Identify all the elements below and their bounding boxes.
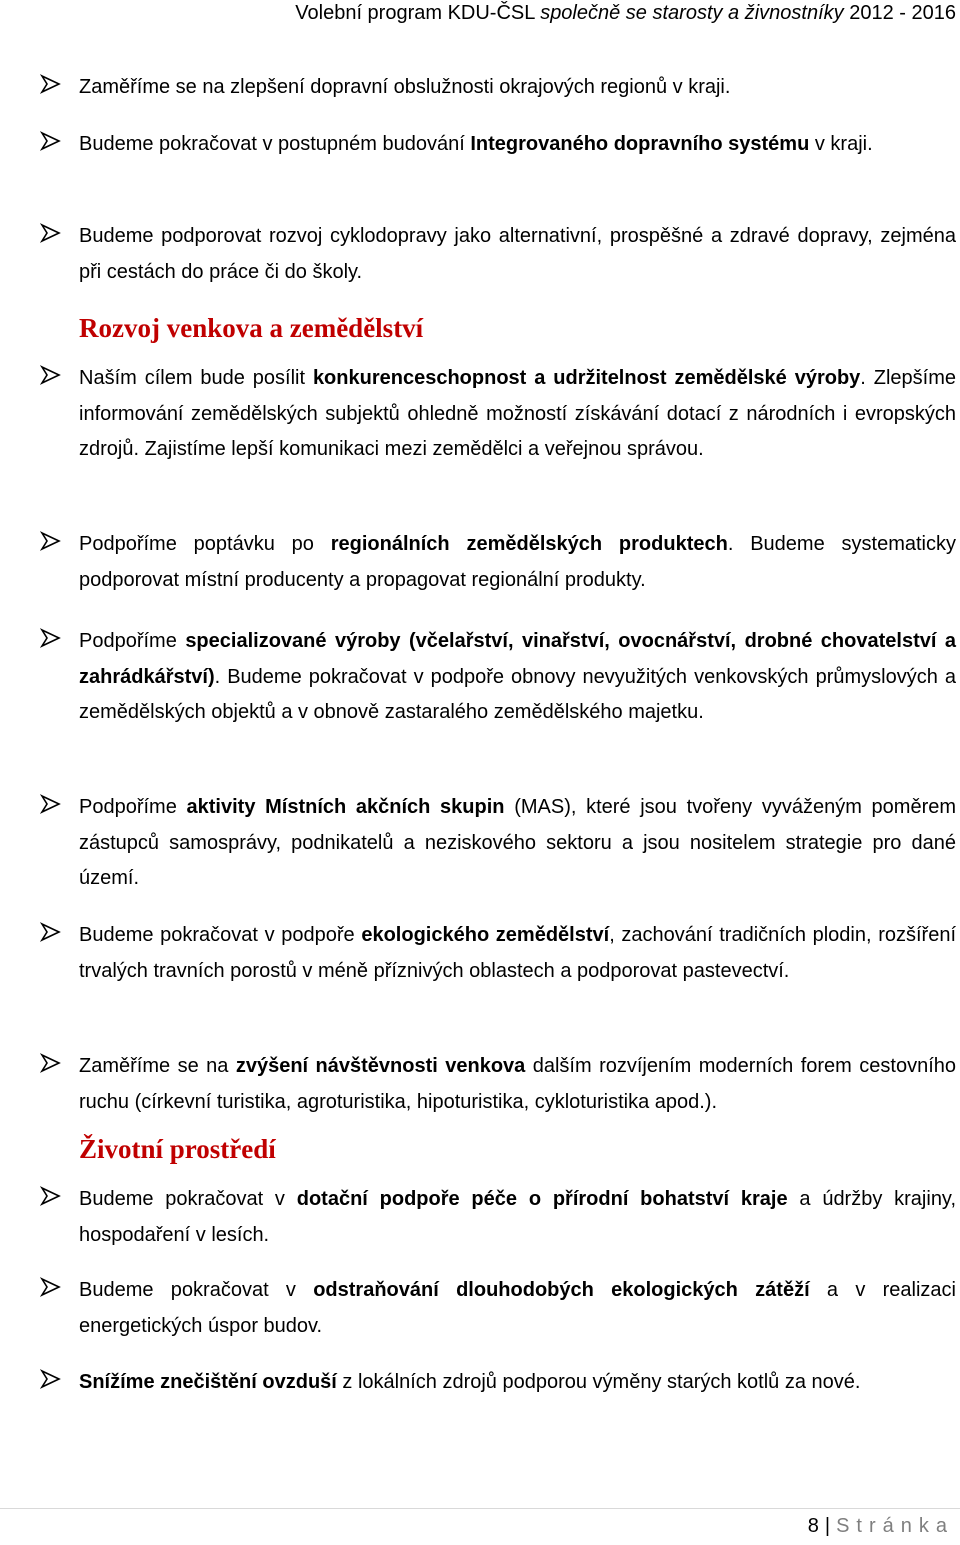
- text-run: Budeme pokračovat v podpoře: [79, 924, 362, 946]
- text-run: Budeme pokračovat v: [79, 1279, 314, 1301]
- bold-text: dotační podpoře péče o přírodní bohatství kraje: [296, 1188, 788, 1210]
- header-prefix: Volební program KDU-ČSL: [295, 2, 541, 24]
- bullet-text: [79, 70, 956, 106]
- arrow-bullet-icon: [40, 223, 62, 243]
- bullet-text: [79, 361, 956, 468]
- bullet-text: [79, 527, 956, 598]
- bullet-item: [40, 1182, 956, 1253]
- text-run: Budeme pokračovat v postupném budování: [79, 133, 471, 155]
- arrow-bullet-icon: [40, 365, 62, 385]
- text-run: Podpoříme: [79, 630, 186, 652]
- bullet-item: [40, 624, 956, 731]
- page-footer: [808, 1515, 954, 1538]
- arrow-bullet-icon: [40, 1053, 62, 1073]
- footer-page-word: Stránka: [836, 1515, 954, 1537]
- bold-text: regionálních zemědělských produktech: [330, 533, 728, 555]
- arrow-bullet-icon: [40, 74, 62, 94]
- bullet-text: [79, 918, 956, 989]
- bullet-item: [40, 918, 956, 989]
- bold-text: specializované výroby (včelařství, vinařství, ovocnářství, drobné chovatelství a zahrádkářství): [79, 630, 957, 688]
- section-title-rural: Rozvoj venkova a zemědělství: [79, 313, 424, 343]
- bold-text: zvýšení návštěvnosti venkova: [235, 1055, 526, 1077]
- header-italic: společně se starosty a živnostníky: [540, 2, 844, 24]
- bullet-item: [40, 1049, 956, 1120]
- bullet-text: [79, 1182, 956, 1253]
- text-run: Naším cílem bude posílit: [79, 367, 313, 389]
- arrow-bullet-icon: [40, 1277, 62, 1297]
- bullet-text: [79, 1049, 956, 1120]
- arrow-bullet-icon: [40, 1369, 62, 1389]
- text-run: . Budeme systematicky podporovat místní producenty a propagovat regionální produkty.: [79, 533, 956, 591]
- text-run: (MAS), které jsou tvořeny vyváženým poměrem zástupců samosprávy, podnikatelů a neziskového sektoru a jsou nositelem strategie pro dané území.: [79, 796, 957, 889]
- text-run: Zaměříme se na zlepšení dopravní obslužnosti okrajových regionů v kraji.: [79, 76, 731, 98]
- header-suffix: 2012 - 2016: [843, 2, 956, 24]
- bullet-item: [40, 527, 956, 598]
- footer-separator: |: [824, 1515, 831, 1537]
- text-run: z lokálních zdrojů podporou výměny starých kotlů za nové.: [336, 1371, 861, 1393]
- bullet-text: [79, 1365, 956, 1401]
- text-run: Zaměříme se na: [79, 1055, 236, 1077]
- arrow-bullet-icon: [40, 628, 62, 648]
- text-run: dalším rozvíjením moderních forem cestovního ruchu (církevní turistika, agroturistika, hipoturistika, cykloturistika apod.).: [79, 1055, 956, 1113]
- bullet-item: [40, 361, 956, 468]
- arrow-bullet-icon: [40, 131, 62, 151]
- arrow-bullet-icon: [40, 922, 62, 942]
- text-run: Budeme pokračovat v: [79, 1188, 297, 1210]
- bullet-item: [40, 790, 956, 897]
- bold-text: ekologického zemědělství: [361, 924, 610, 946]
- text-run: . Budeme pokračovat v podpoře obnovy nevyužitých venkovských průmyslových a zemědělských objektů a v obnově zastaralého zemědělského majetku.: [79, 665, 956, 723]
- page-number: 8: [807, 1515, 819, 1537]
- bold-text: odstraňování dlouhodobých ekologických zátěží: [313, 1279, 810, 1301]
- bullet-text: [79, 790, 956, 897]
- text-run: a v realizaci energetických úspor budov.: [79, 1279, 956, 1337]
- bullet-item: [40, 1273, 956, 1344]
- bullet-item: [40, 127, 956, 163]
- bullet-text: [79, 1273, 956, 1344]
- bold-text: Integrovaného dopravního systému: [470, 133, 810, 155]
- arrow-bullet-icon: [40, 1186, 62, 1206]
- text-run: a údržby krajiny, hospodaření v lesích.: [79, 1188, 957, 1246]
- text-run: , zachování tradičních plodin, rozšíření trvalých travních porostů v méně příznivých oblastech a podporovat pastevectví.: [79, 924, 956, 982]
- bullet-item: [40, 219, 956, 290]
- text-run: . Zlepšíme informování zemědělských subjektů ohledně možností získávání dotací z národních i evropských zdrojů. Zajistíme lepší komunikaci mezi zemědělci a veřejnou správou.: [79, 367, 956, 460]
- section-title-environment: Životní prostředí: [79, 1134, 276, 1164]
- bullet-text: [79, 219, 956, 290]
- bold-text: Snížíme znečištění ovzduší: [79, 1371, 337, 1393]
- text-run: v kraji.: [809, 133, 873, 155]
- bullet-text: [79, 127, 956, 163]
- bullet-item: [40, 70, 956, 106]
- bold-text: aktivity Místních akčních skupin: [186, 796, 505, 818]
- page-header: [295, 2, 956, 25]
- text-run: Podpoříme poptávku po: [79, 533, 331, 555]
- bullet-item: [40, 1365, 956, 1401]
- footer-divider: [0, 1508, 960, 1509]
- bold-text: konkurenceschopnost a udržitelnost zemědělské výroby: [312, 367, 861, 389]
- text-run: Budeme podporovat rozvoj cyklodopravy jako alternativní, prospěšné a zdravé dopravy, zejména při cestách do práce či do školy.: [79, 225, 956, 283]
- arrow-bullet-icon: [40, 531, 62, 551]
- arrow-bullet-icon: [40, 794, 62, 814]
- bullet-text: [79, 624, 956, 731]
- text-run: Podpoříme: [79, 796, 187, 818]
